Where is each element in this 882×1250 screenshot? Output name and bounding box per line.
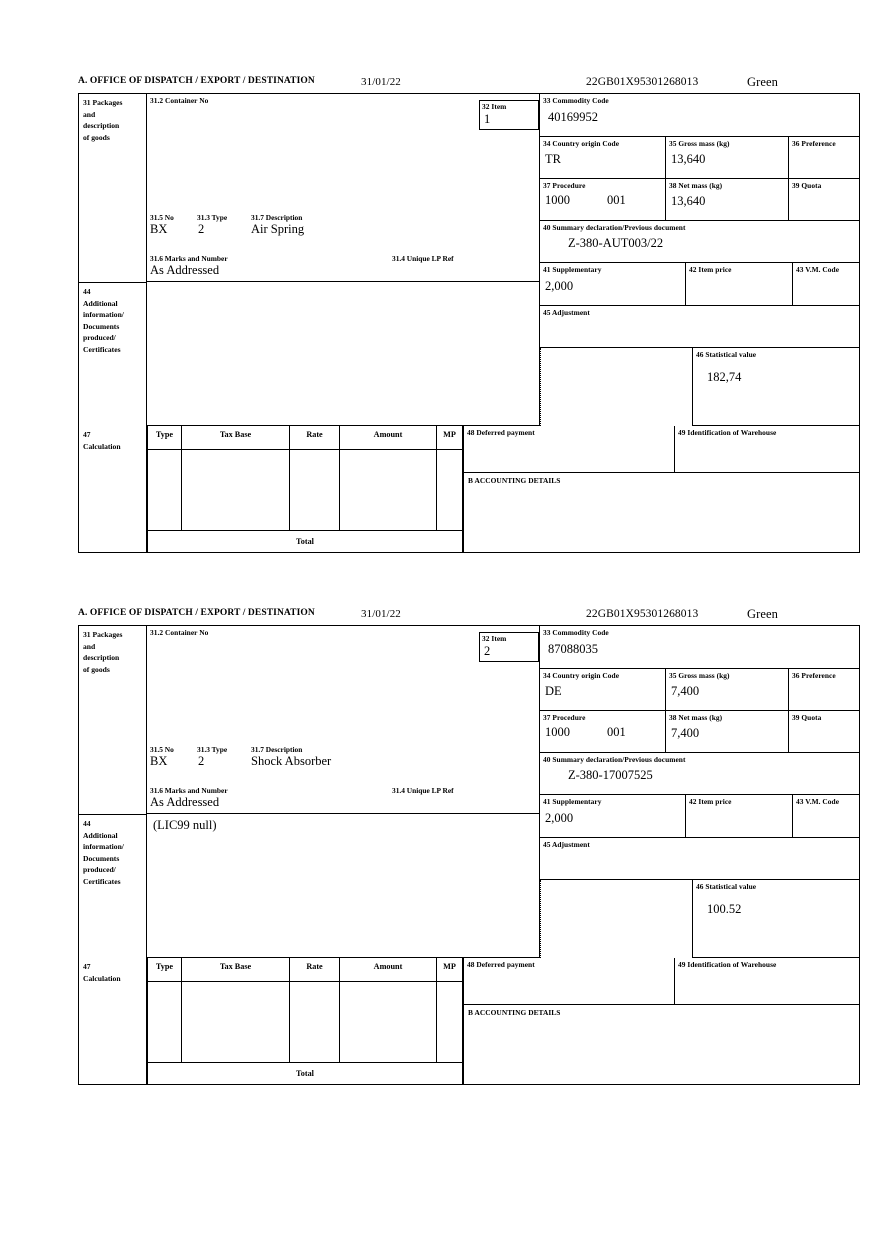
box-33-commodity-code-2	[540, 626, 859, 669]
item-price-label-2: 42 Item price	[689, 797, 732, 806]
box-44-label-2-line3: information/	[83, 842, 124, 851]
calc-rate-cell	[290, 450, 340, 531]
statistical-value-label: 46 Statistical value	[696, 350, 757, 359]
procedure-value-2: 001	[607, 193, 626, 207]
box-44-additional-info	[147, 282, 540, 426]
box-31-label-2-line3: description	[83, 653, 120, 662]
box-46-statistical-value-2	[692, 880, 859, 958]
box-35-gross-mass-2	[666, 669, 789, 711]
packages-no-value: BX	[150, 222, 168, 236]
box-b-accounting-details	[463, 473, 859, 552]
commodity-code-label-2: 33 Commodity Code	[543, 628, 609, 637]
supplementary-value: 2,000	[545, 279, 574, 293]
quota-label: 39 Quota	[792, 181, 822, 190]
box-31-label-line3: description	[83, 121, 120, 130]
packages-type-label: 31.3 Type	[197, 213, 228, 222]
preference-label: 36 Preference	[792, 139, 836, 148]
lane-status: Green	[747, 75, 779, 89]
box-49-identification-warehouse-2	[675, 958, 859, 1005]
calculation-body-2	[147, 982, 463, 1063]
country-origin-label: 34 Country origin Code	[543, 139, 620, 148]
accounting-details-label-2: B ACCOUNTING DETAILS	[468, 1008, 561, 1017]
box-48-deferred-payment-2	[463, 958, 675, 1005]
box-44-label-2-line6: Certificates	[83, 876, 121, 886]
quota-value	[789, 191, 859, 194]
packages-type-label-2: 31.3 Type	[197, 745, 228, 754]
net-mass-value: 13,640	[671, 194, 706, 208]
quota-label-2: 39 Quota	[792, 713, 822, 722]
calc-tax-base-cell-2	[182, 982, 290, 1063]
calc-total-label-2: Total	[147, 1063, 463, 1084]
calc-type-cell-2	[147, 982, 182, 1063]
box-32-item-2	[479, 632, 539, 662]
box-46-dotted-divider-2	[540, 880, 541, 958]
box-47-label	[79, 426, 147, 552]
box-46-dotted-divider	[540, 348, 541, 426]
adjustment-label: 45 Adjustment	[543, 308, 590, 317]
item-price-value-2	[686, 807, 792, 811]
box-33-commodity-code	[540, 94, 859, 137]
box-44-label-2-line5: produced/	[83, 865, 116, 874]
marks-numbers-label: 31.6 Marks and Number	[150, 254, 228, 263]
vm-code-value	[793, 275, 859, 279]
procedure-label: 37 Procedure	[543, 181, 586, 190]
calc-mp-cell	[437, 450, 463, 531]
packages-no-label-2: 31.5 No	[150, 745, 174, 754]
item-price-label: 42 Item price	[689, 265, 732, 274]
net-mass-label: 38 Net mass (kg)	[669, 181, 723, 190]
identification-warehouse-label-2: 49 Identification of Warehouse	[678, 960, 777, 969]
packages-description-label-2: 31.7 Description	[251, 745, 303, 754]
vm-code-label-2: 43 V.M. Code	[796, 797, 840, 806]
box-31-label	[79, 94, 147, 282]
gross-mass-value: 13,640	[671, 152, 706, 166]
gross-mass-value-2: 7,400	[671, 684, 700, 698]
country-origin-label-2: 34 Country origin Code	[543, 671, 620, 680]
procedure-value-1-2: 1000	[545, 725, 570, 739]
gross-mass-label-2: 35 Gross mass (kg)	[669, 671, 730, 680]
movement-reference-number: 22GB01X95301268013	[586, 76, 699, 88]
vm-code-value-2	[793, 807, 859, 811]
office-of-dispatch-label-2: A. OFFICE OF DISPATCH / EXPORT / DESTINATION	[78, 608, 315, 618]
calc-rate-header-2: Rate	[290, 958, 340, 982]
packages-type-value-2: 2	[198, 754, 205, 768]
box-45-adjustment-2	[540, 838, 859, 880]
box-36-preference-2	[789, 669, 859, 711]
calc-total-label: Total	[147, 531, 463, 552]
item-no-value: 1	[484, 112, 491, 126]
packages-description-value-2: Shock Absorber	[251, 754, 332, 768]
container-no-label-2: 31.2 Container No	[150, 628, 209, 637]
box-34-country-origin	[540, 137, 666, 179]
calc-amount-header-2: Amount	[340, 958, 437, 982]
vm-code-label: 43 V.M. Code	[796, 265, 840, 274]
summary-declaration-value: Z-380-AUT003/22	[568, 236, 664, 250]
preference-value	[789, 149, 859, 152]
adjustment-value-2	[540, 850, 859, 853]
box-44-label-line3: information/	[83, 310, 124, 319]
summary-declaration-label-2: 40 Summary declaration/Previous document	[543, 755, 686, 764]
procedure-value-2-2: 001	[607, 725, 626, 739]
box-b-accounting-details-2	[463, 1005, 859, 1084]
summary-declaration-label: 40 Summary declaration/Previous document	[543, 223, 686, 232]
net-mass-label-2: 38 Net mass (kg)	[669, 713, 723, 722]
box-46-statistical-value	[692, 348, 859, 426]
box-44-label-line1: 44	[83, 287, 91, 296]
adjustment-label-2: 45 Adjustment	[543, 840, 590, 849]
box-49-identification-warehouse	[675, 426, 859, 473]
net-mass-value-2: 7,400	[671, 726, 700, 740]
lane-status-2: Green	[747, 607, 779, 621]
box-34-country-origin-2	[540, 669, 666, 711]
dispatch-date: 31/01/22	[361, 76, 401, 88]
calc-amount-cell	[340, 450, 437, 531]
packages-no-value-2: BX	[150, 754, 168, 768]
box-38-net-mass	[666, 179, 789, 221]
box-35-gross-mass	[666, 137, 789, 179]
box-31-label-2	[79, 626, 147, 814]
calc-mp-header-2: MP	[437, 958, 463, 982]
box-44-label-line4: Documents	[83, 321, 120, 331]
additional-info-value	[147, 282, 539, 286]
calc-type-header: Type	[147, 426, 182, 450]
box-37-procedure-2	[540, 711, 666, 753]
procedure-value-1: 1000	[545, 193, 570, 207]
identification-warehouse-label: 49 Identification of Warehouse	[678, 428, 777, 437]
form-header-2	[78, 608, 860, 625]
box-31-label-2-line1: 31 Packages	[83, 630, 123, 639]
box-37-procedure	[540, 179, 666, 221]
box-44-label-2-line2: Additional	[83, 830, 118, 840]
customs-form-item-2	[78, 608, 860, 1085]
accounting-details-label: B ACCOUNTING DETAILS	[468, 476, 561, 485]
marks-numbers-value: As Addressed	[150, 263, 220, 277]
additional-info-value-2: (LIC99 null)	[153, 818, 217, 832]
statistical-value-amount-2: 100.52	[707, 902, 742, 916]
box-47-label-2-line2: Calculation	[83, 973, 121, 983]
calc-mp-header: MP	[437, 426, 463, 450]
box-47-label-2	[79, 958, 147, 1084]
box-47-label-line2: Calculation	[83, 441, 121, 451]
box-39-quota-2	[789, 711, 859, 753]
box-44-label-line6: Certificates	[83, 344, 121, 354]
commodity-code-value: 40169952	[548, 110, 598, 124]
customs-form-item-1	[78, 76, 860, 553]
calc-rate-header: Rate	[290, 426, 340, 450]
dispatch-date-2: 31/01/22	[361, 608, 401, 620]
calc-type-header-2: Type	[147, 958, 182, 982]
box-43-vm-code-2	[793, 795, 859, 838]
box-44-additional-info-2	[147, 814, 540, 958]
statistical-value-label-2: 46 Statistical value	[696, 882, 757, 891]
quota-value-2	[789, 723, 859, 726]
box-47-label-2-line1: 47	[83, 962, 91, 971]
box-44-label-line5: produced/	[83, 333, 116, 342]
unique-lp-ref-label: 31.4 Unique LP Ref	[392, 254, 454, 263]
box-31-label-line1: 31 Packages	[83, 98, 123, 107]
form-body-2	[78, 625, 860, 1085]
item-no-label: 32 Item	[482, 102, 507, 111]
calculation-header-row	[147, 426, 463, 450]
calculation-body	[147, 450, 463, 531]
form-header-1	[78, 76, 860, 93]
box-43-vm-code	[793, 263, 859, 306]
calc-tax-base-header-2: Tax Base	[182, 958, 290, 982]
supplementary-value-2: 2,000	[545, 811, 574, 825]
supplementary-label: 41 Supplementary	[543, 265, 602, 274]
gross-mass-label: 35 Gross mass (kg)	[669, 139, 730, 148]
box-41-supplementary-2	[540, 795, 686, 838]
box-44-label-2-line1: 44	[83, 819, 91, 828]
box-42-item-price	[686, 263, 793, 306]
packages-type-value: 2	[198, 222, 205, 236]
commodity-code-value-2: 87088035	[548, 642, 598, 656]
deferred-payment-label: 48 Deferred payment	[467, 428, 535, 437]
country-origin-value: TR	[545, 152, 561, 166]
box-40-summary-declaration	[540, 221, 859, 263]
box-31-label-line4: of goods	[83, 132, 110, 142]
calculation-header-row-2	[147, 958, 463, 982]
preference-value-2	[789, 681, 859, 684]
packages-description-value: Air Spring	[251, 222, 305, 236]
box-44-label-line2: Additional	[83, 298, 118, 308]
office-of-dispatch-label: A. OFFICE OF DISPATCH / EXPORT / DESTINATION	[78, 76, 315, 86]
procedure-label-2: 37 Procedure	[543, 713, 586, 722]
form-body-1	[78, 93, 860, 553]
calc-type-cell	[147, 450, 182, 531]
adjustment-value	[540, 318, 859, 321]
box-32-item	[479, 100, 539, 130]
calc-tax-base-cell	[182, 450, 290, 531]
box-48-deferred-payment	[463, 426, 675, 473]
box-31-label-2-line4: of goods	[83, 664, 110, 674]
commodity-code-label: 33 Commodity Code	[543, 96, 609, 105]
deferred-payment-label-2: 48 Deferred payment	[467, 960, 535, 969]
marks-numbers-label-2: 31.6 Marks and Number	[150, 786, 228, 795]
item-no-value-2: 2	[484, 644, 491, 658]
unique-lp-ref-label-2: 31.4 Unique LP Ref	[392, 786, 454, 795]
calc-amount-cell-2	[340, 982, 437, 1063]
calc-mp-cell-2	[437, 982, 463, 1063]
box-44-label-2-line4: Documents	[83, 853, 120, 863]
box-42-item-price-2	[686, 795, 793, 838]
container-no-label: 31.2 Container No	[150, 96, 209, 105]
box-31-label-line2: and	[83, 109, 96, 119]
box-44-label	[79, 282, 147, 426]
box-38-net-mass-2	[666, 711, 789, 753]
marks-numbers-value-2: As Addressed	[150, 795, 220, 809]
calc-rate-cell-2	[290, 982, 340, 1063]
item-no-label-2: 32 Item	[482, 634, 507, 643]
statistical-value-amount: 182,74	[707, 370, 742, 384]
box-39-quota	[789, 179, 859, 221]
calc-amount-header: Amount	[340, 426, 437, 450]
packages-no-label: 31.5 No	[150, 213, 174, 222]
box-47-label-line1: 47	[83, 430, 91, 439]
box-45-adjustment	[540, 306, 859, 348]
box-40-summary-declaration-2	[540, 753, 859, 795]
movement-reference-number-2: 22GB01X95301268013	[586, 608, 699, 620]
box-36-preference	[789, 137, 859, 179]
preference-label-2: 36 Preference	[792, 671, 836, 680]
country-origin-value-2: DE	[545, 684, 562, 698]
packages-description-label: 31.7 Description	[251, 213, 303, 222]
summary-declaration-value-2: Z-380-17007525	[568, 768, 653, 782]
box-31-label-2-line2: and	[83, 641, 96, 651]
calc-tax-base-header: Tax Base	[182, 426, 290, 450]
supplementary-label-2: 41 Supplementary	[543, 797, 602, 806]
box-44-label-2	[79, 814, 147, 958]
item-price-value	[686, 275, 792, 279]
box-41-supplementary	[540, 263, 686, 306]
